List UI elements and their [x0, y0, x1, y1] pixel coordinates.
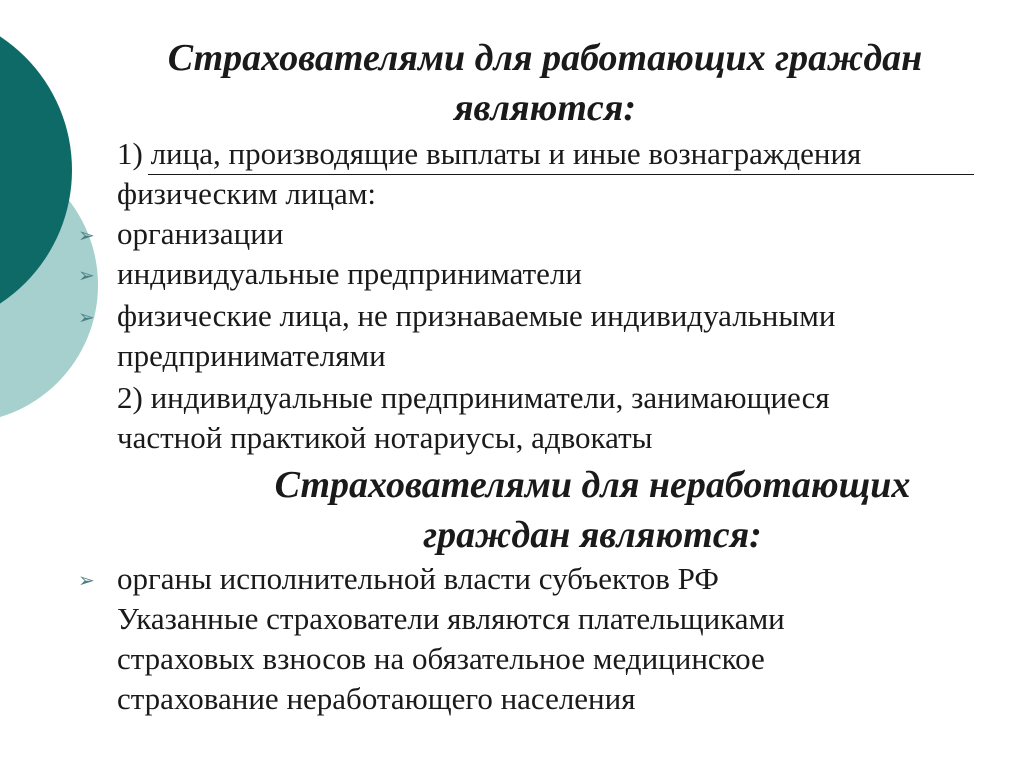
bullet-arrow-icon: ➢	[78, 307, 95, 329]
heading-2-line-1: Страхователями для неработающих	[274, 464, 911, 506]
note-line-2: страховых взносов на обязательное медицинское	[117, 641, 765, 676]
note-line-1: Указанные страхователи являются плательщиками	[117, 601, 785, 636]
bullet-item-entrepreneurs: индивидуальные предприниматели	[117, 256, 582, 291]
heading-1-line-1: Страхователями для работающих граждан	[167, 37, 923, 79]
bullet-item-individuals: физические лица, не признаваемые индивидуальными	[117, 298, 836, 333]
bullet-item-organizations: организации	[117, 216, 284, 251]
bullet-arrow-icon: ➢	[78, 570, 95, 592]
heading-2-line-2: граждан являются:	[423, 514, 762, 556]
note-line-3: страхование неработающего населения	[117, 681, 636, 716]
item-2-line-1: 2) индивидуальные предприниматели, занимающиеся	[117, 380, 830, 415]
heading-1-line-2: являются:	[453, 87, 637, 129]
item-1-line-1: 1) лица, производящие выплаты и иные вознаграждения	[117, 136, 862, 171]
bullet-item-individuals-cont: предпринимателями	[117, 338, 386, 373]
bullet-arrow-icon: ➢	[78, 265, 95, 287]
item-2-line-2: частной практикой нотариусы, адвокаты	[117, 420, 653, 455]
bullet-arrow-icon: ➢	[78, 225, 95, 247]
bullet-item-authorities: органы исполнительной власти субъектов РФ	[117, 561, 719, 596]
item-1-line-2: физическим лицам:	[117, 176, 377, 211]
